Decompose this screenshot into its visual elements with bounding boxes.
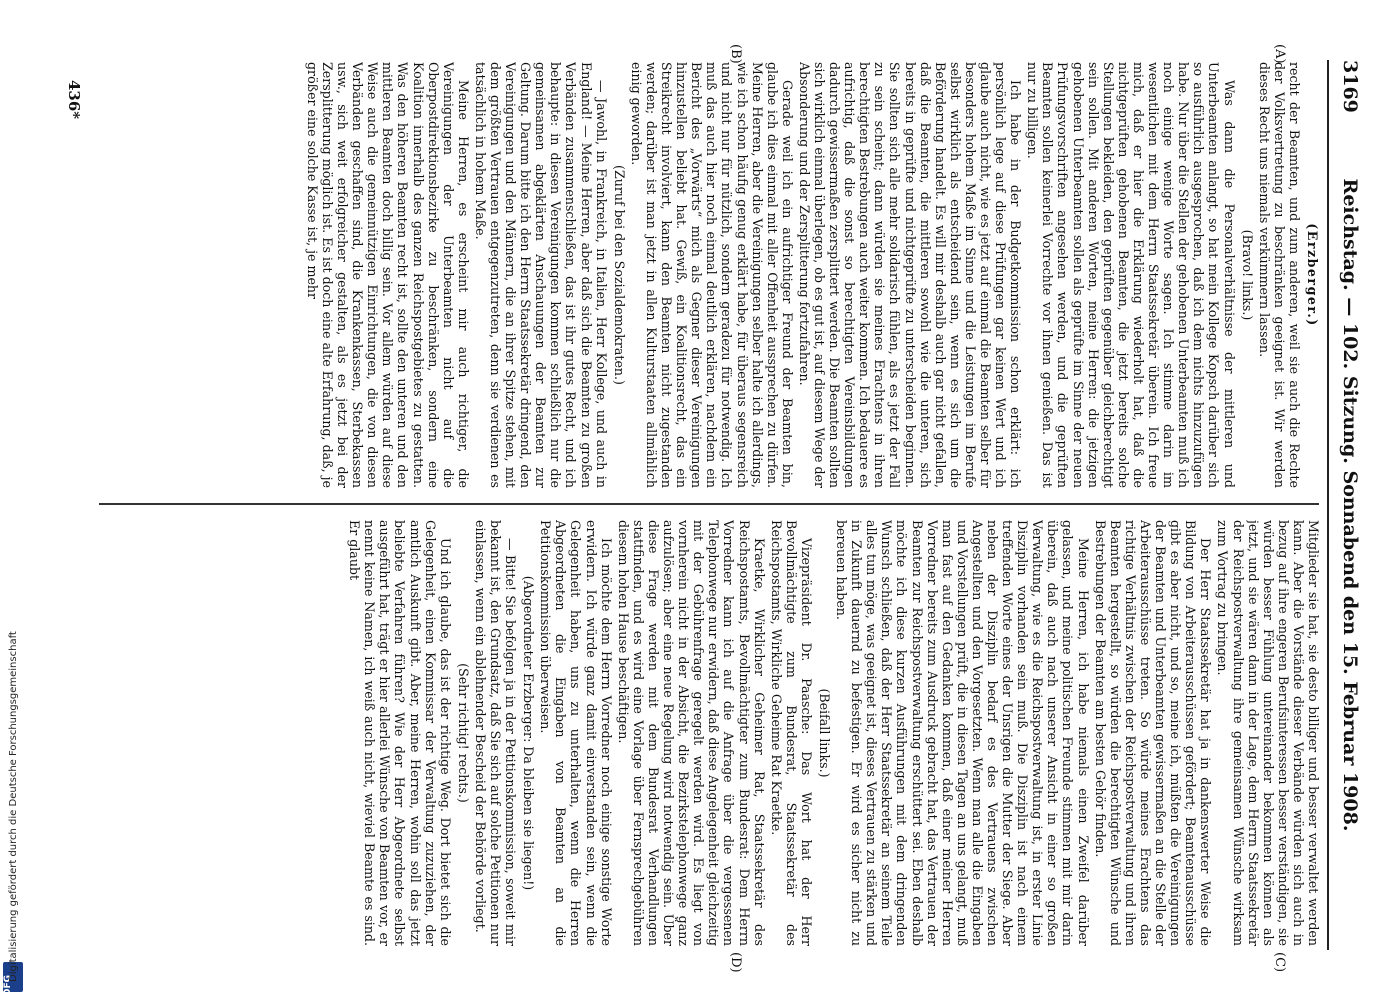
speaker-name: (Erzberger.) <box>1305 223 1320 327</box>
left-text-column <box>91 62 1321 488</box>
margin-letter-a: (A) <box>1272 44 1287 64</box>
interjection: (Bravo! links.) <box>1239 229 1255 321</box>
running-title: Reichstag. — 102. Sitzung. Sonnabend den 15. Februar 1908. <box>1339 178 1361 832</box>
paragraph: Der Herr Staatssekretär hat ja in dankenswerter Weise die Bildung von Arbeiterausschüssen gefördert; Beamtenausschüsse gibt es aber nicht, und so, meine ich, müßten die Vereinigungen der Beamten und Unterbeamten gewissermaßen an die Stelle der Arbeiterausschüsse treten. So würde meines Erachtens das richtige Verhältnis zwischen der Reichspostverwaltung und ihren Beamten hergestellt, so würden die berechtigten Wünsche und Bestrebungen der Beamten am besten Gehör finden. <box>1092 520 1214 946</box>
page-number: 3169 <box>1339 60 1361 113</box>
paragraph: Gerade weil ich ein aufrichtiger Freund der Beamten bin, glaube ich dies einmal mit aller Offenheit aussprechen zu dürfen. Meine Herren, aber die Vereinigungen selber halte ich allerdings, wie ich schon häufig genug erklärt habe, für überaus segensreich und nicht nur für nützlich, sondern geradezu für notwendig. Ich muß das auch hier noch einmal deutlich erklären, nachdem ein Bericht des „Vorwärts“ mich als Gegner dieser Vereinigungen hinzustellen beliebt hat. Gewiß, ein Koalitionsrecht, das ein Streikrecht involviert, kann den Beamten nicht zugestanden werden; darüber ist man jetzt in allen Kulturstaaten allmählich einig geworden. <box>628 62 795 488</box>
margin-letter-d: (D) <box>728 952 743 973</box>
interjection: (Zuruf bei den Sozialdemokraten.) <box>611 165 627 385</box>
header-rule <box>1327 60 1329 950</box>
paragraph: Was dann die Personalverhältnisse der mittleren und Unterbeamten anlangt, so hat mein Kollege Kopsch darüber sich so ausführlich ausgesprochen, daß ich dem nichts hinzuzufügen habe. Nur über die Stellen der gehobenen Unterbeamten muß ich noch einige wenige Worte sagen. Ich stimme darin im wesentlichen mit dem Herrn Staatssekretär überein. Ich freue mich, daß er hier die Erklärung wiederholt hat, daß die nichtgeprüften gehobenen Beamten, die jetzt bereits solche Stellungen bekleiden, den geprüften gegenüber gleichberechtigt sein sollen. Mit anderen Worten, meine Herren: die jetzigen gehobenen Unterbeamten sollen als geprüfte im Sinne der neuen Prüfungsvorschriften angesehen werden, und die geprüften Beamten sollen keinerlei Vorrechte vor ihnen genießen. Das ist nur zu billigen. <box>1025 62 1237 488</box>
interjection: (Beifall links.) <box>817 688 832 778</box>
paragraph: Und ich glaube, das ist der richtige Weg. Dort bietet sich die Gelegenheit, einen Kommissar der Verwaltung zuzuziehen, der amtlich Auskunft gibt. Aber, meine Herren, wohin soll das jetzt beliebte Verfahren führen? Wie der Herr Abgeordnete selbst ausgeführt hat, trägt er hier allerlei Wünsche von Beamten vor, er nennt keine Namen, ich weiß auch nicht, wieviel Beamte es sind. Er glaubt <box>347 520 453 946</box>
paragraph: — Jawohl, in Frankreich, in Italien, Herr Kollege, und auch in England! — Meine Herren, aber daß sich die Beamten zu großen Verbänden zusammenschließen, das ist ihr gutes Recht, und ich behaupte: in diesen Vereinigungen kommen schließlich nur die gemeinsamen abgeklärten Anschauungen der Beamten zur Geltung. Darum bitte ich den Herrn Staatssekretär dringend, den Vereinigungen und den Männern, die an ihrer Spitze stehen, mit dem größten Vertrauen entgegenzutreten, denn sie verdienen es tatsächlich in hohem Maße. <box>472 62 609 488</box>
paragraph: Meine Herren, es erscheint mir auch richtiger, die Vereinigungen der Unterbeamten nicht auf die Oberpostdirektionsbezirke zu beschränken, sondern eine Koalition innerhalb des ganzen Reichspostgebietes zu gestatten. Was den höheren Beamten recht ist, sollte den unteren und den mittleren Beamten doch billig sein. Vor allem würden auf diese Weise auch die gemeinnützigen Einrichtungen, die von diesen Verbänden geschaffen sind, die Krankenkassen, Sterbekassen usw., sich weit erfolgreicher gestalten, als es jetzt bei der Zersplitterung möglich ist. Es ist doch eine alte Erfahrung, daß, je größer eine solche Kasse ist, je mehr <box>304 62 471 488</box>
margin-letter-c: (C) <box>1272 952 1287 973</box>
paragraph: Mitglieder sie hat, sie desto billiger und besser verwaltet werden kann. Aber die Vorstände dieser Verbände würden sich auch in bezug auf ihre engeren Berufsinteressen besser verständigen, sie würden besser Fühlung untereinander bekommen können als jetzt, und sie wären dann in der Lage, dem Herrn Staatssekretär der Reichspostverwaltung ihre gemeinsamen Wünsche wirksam zum Vortrag zu bringen. <box>1215 520 1321 946</box>
paragraph: Kraetke, Wirklicher Geheimer Rat, Staatssekretär des Reichspostamts, Bevollmächtigter zum Bundesrat: Dem Herrn Vorredner kann ich auf die Anfrage über die vergessenen Telephonwege nur erwidern, daß diese Angelegenheit gleichzeitig mit der Gebührenfrage geregelt werden wird. Es liegt von vornherein nicht in der Absicht, die Bezirkstelephonwege ganz aufzulösen; aber eine neue Regelung wird notwendig sein. Über diese Frage werden mit dem Bundesrat Verhandlungen stattfinden, und es wird eine Vorlage über Fernsprechgebühren diesem hohen Hause beschäftigen. <box>615 520 767 946</box>
page-header <box>1331 60 1365 950</box>
paragraph: Ich habe in der Budgetkommission schon erklärt: ich persönlich lege auf diese Prüfungen gar keinen Wert und ich glaube auch nicht, wie es jetzt auf einmal die Beamten selber für besonders hohem Maße im Sinne und die Leistungen im Berufe selbst wirklich als entscheidend sein, wenn es sich um die Beförderung handelt. Es will mir deshalb auch gar nicht gefallen, daß die Beamten, die mittleren sowohl wie die unteren, sich bereits in geprüfte und nichtgeprüfte zu unterscheiden beginnen. Sie sollten sich alle mehr solidarisch fühlen, als es jetzt der Fall zu sein scheint; dann würden sie meines Erachtens in ihren berechtigten Bestrebungen auch weiter kommen. Ich bedauere es aufrichtig, daß die sonst so berechtigten Vereinsbildungen dadurch gewissermaßen zersplittert werden. Die Beamten sollten sich wirklich einmal überlegen, ob es gut ist, auf diesem Wege der Absonderung und der Zersplitterung fortzufahren. <box>796 62 1024 488</box>
dfg-logo-text: DFG <box>3 974 13 996</box>
right-text-column <box>91 520 1321 946</box>
margin-letter-b: (B) <box>728 44 743 64</box>
paragraph: — Bitte! Sie befolgen ja in der Petitionskommission, soweit mir bekannt ist, den Grundsatz, daß Sie sich auf solche Petitionen nur einlassen, wenn ein ablehnender Bescheid der Behörde vorliegt. <box>472 520 519 946</box>
dfg-credit-strip <box>0 0 26 1000</box>
interjection: (Sehr richtig! rechts.) <box>455 663 471 803</box>
paragraph: Vizepräsident Dr. Paasche: Das Wort hat der Herr Bevollmächtigte zum Bundesrat, Staatssekretär des Reichspostamts, Wirkliche Geheime Rat Kraetke. <box>768 520 814 946</box>
interjection: (Abgeordneter Erzberger: Da bleiben sie liegen!) <box>521 575 537 891</box>
paragraph: Meine Herren, ich habe niemals einen Zweifel darüber gelassen, und meine politischen Freunde stimmen mit mir darin überein, daß auch nach unserer Ansicht in einer so großen Verwaltung, wie es die Reichspostverwaltung ist, in erster Linie Disziplin vorhanden sein muß. Die Disziplin ist nach einem treffenden Worte eines der Unsrigen die Mutter der Siege. Aber neben der Disziplin bedarf es des Vertrauens zwischen Angestellten und den Vorgesetzten. Wenn man alle die Eingaben und Vorstellungen prüft, die in diesen Tagen an uns gelangt, muß man fast auf den Gedanken kommen, daß einer meiner Herren Vorredner bereits zum Ausdruck gebracht hat, das Vertrauen der Beamten zur Reichspostverwaltung erschüttert sei. Eben deshalb möchte ich diese kurzen Ausführungen mit dem dringenden Wunsch schließen, daß der Herr Staatssekretär an seinem Teile alles tun möge, was geeignet ist, dieses Vertrauen zu stärken und in Zukunft dauernd zu befestigen. Er wird es sicher nicht zu bereuen haben. <box>834 520 1091 946</box>
column-rule <box>99 503 1319 505</box>
signature-mark: 436* <box>65 80 83 120</box>
dfg-credit-text: Digitalisierung gefördert durch die Deutsche Forschungsgemeinschaft <box>8 631 19 982</box>
paragraph: recht der Beamten, und zum anderen, weil sie auch die Rechte der Volksvertretung zu beschränken geeignet ist. Wir werden dieses Recht uns niemals verkümmern lassen. <box>1256 62 1302 488</box>
paragraph: Ich möchte dem Herrn Vorredner noch einige sonstige Worte erwidern. Ich würde ganz damit einverstanden sein, wenn die Gelegenheit haben, uns zu unterhalten, wenn die Herren Abgeordneten die Eingaben von Beamten an die Petitionskommission überweisen. <box>538 520 614 946</box>
